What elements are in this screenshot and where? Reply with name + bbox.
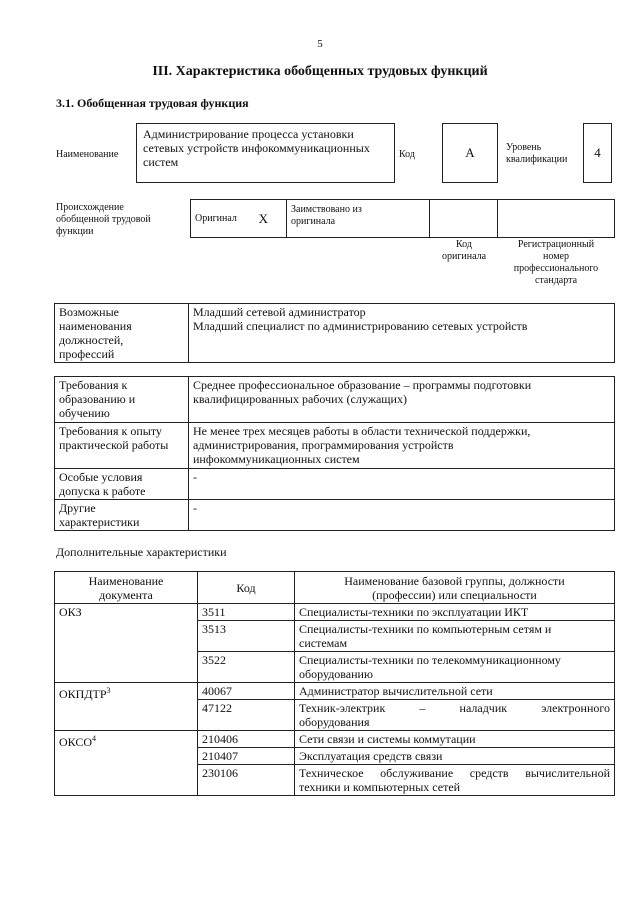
- row-name-line: Специалисты-техники по эксплуатации ИКТ: [299, 605, 529, 619]
- req-experience-label: [55, 423, 189, 469]
- origin-label-line: Происхождение: [56, 202, 124, 213]
- subsection-title: 3.1. Обобщенная трудовая функция: [56, 96, 249, 110]
- req-label-line: допуска к работе: [59, 484, 146, 498]
- positions-label: [55, 304, 189, 363]
- original-cell: [191, 200, 287, 238]
- req-label-line: характеристики: [59, 515, 140, 529]
- row-name-line: Эксплуатация средств связи: [299, 749, 443, 763]
- header-name: [295, 572, 615, 604]
- req-other-value: [189, 500, 615, 531]
- row-code: 3511: [198, 604, 295, 621]
- gtf-code-value: А: [465, 145, 475, 160]
- row-name: [295, 621, 615, 652]
- header-code: Код: [198, 572, 295, 604]
- row-code: 210407: [198, 748, 295, 765]
- req-conditions-value: [189, 469, 615, 500]
- doc-okpdtr-label: ОКПДТР: [59, 687, 107, 701]
- doc-okso-label: ОКСО: [59, 735, 93, 749]
- row-name-line: Сети связи и системы коммутации: [299, 732, 476, 746]
- row-name: [295, 748, 615, 765]
- header-line: Наименование: [88, 573, 164, 588]
- row-code: 40067: [198, 683, 295, 700]
- code-caption: [430, 239, 498, 263]
- row-code: 3522: [198, 652, 295, 683]
- row-name-line: оборудованию: [299, 667, 373, 681]
- footnote-mark: 4: [92, 734, 97, 743]
- origin-code-cell: [430, 200, 498, 238]
- reg-caption-line: профессионального: [513, 263, 599, 274]
- code-caption-line: Код: [456, 239, 472, 250]
- row-name: [295, 731, 615, 748]
- req-label-line: практической работы: [59, 438, 169, 452]
- header-doc: [55, 572, 198, 604]
- gtf-name-line: Администрирование процесса установки: [143, 127, 354, 141]
- doc-okz: ОКЗ: [55, 604, 198, 683]
- positions-table: [54, 303, 615, 363]
- section-title: III. Характеристика обобщенных трудовых функций: [152, 64, 488, 79]
- code-label: Код: [399, 149, 415, 160]
- row-name-line: Техническое обслуживание средств вычислительной: [299, 766, 610, 780]
- reg-caption: [498, 239, 614, 287]
- row-name: [295, 765, 615, 796]
- additional-heading: Дополнительные характеристики: [56, 545, 227, 559]
- row-name-line: Техник-электрик – наладчик электронного: [299, 701, 610, 715]
- req-label-line: Требования к опыту: [59, 424, 162, 438]
- row-code: 3513: [198, 621, 295, 652]
- positions-label-line: Возможные: [59, 305, 119, 319]
- requirements-table: [54, 376, 615, 531]
- req-value-line: инфокоммуникационных систем: [193, 452, 360, 466]
- page-number: 5: [317, 38, 323, 50]
- req-value-line: Среднее профессиональное образование – программы подготовки: [193, 378, 532, 392]
- row-name: [295, 652, 615, 683]
- gtf-name-line: систем: [143, 155, 179, 169]
- level-value: 4: [594, 145, 601, 160]
- position-item: Младший сетевой администратор: [193, 305, 366, 319]
- positions-label-line: должностей,: [59, 333, 124, 347]
- original-label: Оригинал: [195, 212, 237, 224]
- gtf-name-line: сетевых устройств инфокоммуникационных: [143, 141, 370, 155]
- gtf-name-box: [136, 123, 395, 183]
- doc-okpdtr: [55, 683, 198, 731]
- row-code: 47122: [198, 700, 295, 731]
- row-code: 210406: [198, 731, 295, 748]
- row-name-line: оборудования: [299, 715, 370, 729]
- footnote-mark: 3: [106, 686, 111, 695]
- position-item: Младший специалист по администрированию сетевых устройств: [193, 319, 528, 333]
- reg-caption-line: Регистрационный: [517, 239, 595, 250]
- row-code: 230106: [198, 765, 295, 796]
- name-label: Наименование: [56, 149, 119, 160]
- level-value-box: [583, 123, 612, 183]
- code-caption-line: оригинала: [441, 251, 487, 262]
- positions-label-line: профессий: [59, 347, 115, 361]
- req-label-line: Особые условия: [59, 470, 143, 484]
- row-name-line: системам: [299, 636, 348, 650]
- doc-okso: [55, 731, 198, 796]
- header-line: документа: [99, 587, 153, 602]
- original-mark: X: [258, 210, 268, 226]
- req-education-value: [189, 377, 615, 423]
- req-other-label: [55, 500, 189, 531]
- req-label-line: образованию и: [59, 392, 136, 406]
- req-label-line: Другие: [59, 501, 96, 515]
- reg-caption-line: номер: [543, 251, 569, 262]
- reg-caption-line: стандарта: [534, 275, 578, 286]
- row-name-line: Специалисты-техники по компьютерным сетям и: [299, 622, 552, 636]
- req-conditions-label: [55, 469, 189, 500]
- req-value-line: администрирования, программирования устройств: [193, 438, 454, 452]
- origin-label-line: функции: [56, 226, 94, 237]
- req-value-line: -: [193, 470, 197, 484]
- positions-label-line: наименования: [59, 319, 132, 333]
- req-experience-value: [189, 423, 615, 469]
- borrowed-cell: [287, 200, 430, 238]
- row-name: [295, 683, 615, 700]
- row-name: [295, 604, 615, 621]
- positions-value: [189, 304, 615, 363]
- gtf-code-box: [442, 123, 498, 183]
- reg-number-cell: [498, 200, 615, 238]
- header-line: Наименование базовой группы, должности: [344, 573, 565, 588]
- level-label-line: квалификации: [506, 154, 568, 165]
- additional-table: [54, 571, 615, 796]
- req-value-line: -: [193, 501, 197, 515]
- row-name-line: Специалисты-техники по телекоммуникационному: [299, 653, 561, 667]
- row-name: [295, 700, 615, 731]
- req-label-line: Требования к: [59, 378, 128, 392]
- req-label-line: обучению: [59, 406, 110, 420]
- origin-table: [190, 199, 615, 238]
- origin-label-line: обобщенной трудовой: [56, 214, 151, 225]
- req-value-line: квалифицированных рабочих (служащих): [193, 392, 407, 406]
- row-name-line: техники и компьютерных сетей: [299, 780, 461, 794]
- req-education-label: [55, 377, 189, 423]
- header-line: (профессии) или специальности: [372, 587, 537, 602]
- level-label-line: Уровень: [506, 142, 542, 153]
- level-label: [506, 142, 567, 166]
- req-value-line: Не менее трех месяцев работы в области технической поддержки,: [193, 424, 531, 438]
- origin-label: [56, 202, 151, 238]
- row-name-line: Администратор вычислительной сети: [299, 684, 493, 698]
- borrowed-label-line: оригинала: [291, 216, 336, 227]
- borrowed-label-line: Заимствовано из: [291, 204, 362, 215]
